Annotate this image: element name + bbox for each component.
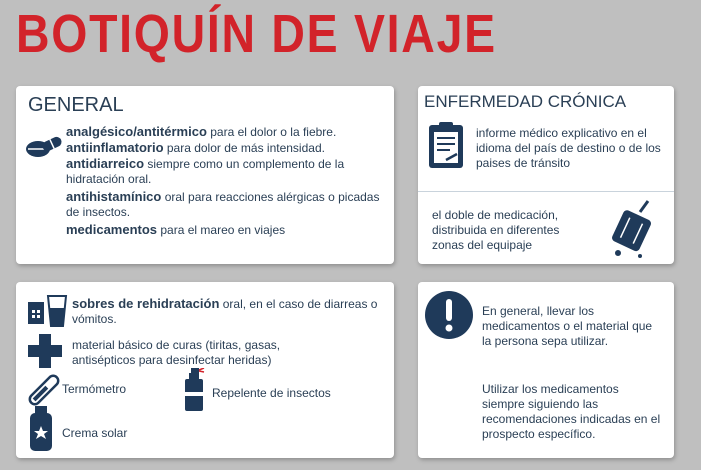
chronic-divider [418,191,674,192]
repellent-label: Repelente de insectos [212,386,331,400]
notice-card [418,282,674,458]
thermometer-icon [26,372,62,408]
notice-text-2: Utilizar los medicamentos siempre siguiendo las recomendaciones indicadas en el prospecto específico. [482,382,661,441]
chronic-report-text: informe médico explicativo en el idioma del país de destino o de los paises de tránsito [476,126,661,170]
general-item-analgesic: analgésico/antitérmico para el dolor o la fiebre. [66,124,337,139]
first-aid-cross-icon [26,332,64,370]
rehydration-text: sobres de rehidratación oral, en el caso de diarreas o vómitos. [72,296,378,326]
chronic-heading: ENFERMEDAD CRÓNICA [424,92,627,111]
chronic-card [418,86,674,264]
chronic-double-text: el doble de medicación, distribuida en diferentes zonas del equipaje [432,208,560,252]
notice-text-1: En general, llevar los medicamentos o el material que la persona sepa utilizar. [482,304,653,348]
rehydration-icon [26,292,70,328]
general-heading: GENERAL [28,94,124,116]
sunscreen-icon [28,406,54,452]
thermometer-label: Termómetro [62,382,127,396]
general-card [16,86,394,264]
general-item-motion-sickness: medicamentos para el mareo en viajes [66,222,286,237]
pills-icon [24,134,64,160]
cures-text: material básico de curas (tiritas, gasas, antisépticos para desinfectar heridas) [72,338,281,367]
general-item-antiinflammatory: antiinflamatorio para dolor de más intensidad. [66,140,325,155]
page-title: BOTIQUÍN DE VIAJE [16,4,497,64]
supplies-card [16,282,394,458]
general-item-antihistamine: antihistamínico oral para reacciones alérgicas o picadas de insectos. [66,189,380,219]
spray-icon [182,368,206,412]
luggage-icon [604,198,664,258]
sunscreen-label: Crema solar [62,426,128,440]
general-item-antidiarrheal: antidiarreico siempre como un complemento de la hidratación oral. [66,156,345,186]
clipboard-icon [426,120,466,170]
exclamation-icon [424,290,474,340]
